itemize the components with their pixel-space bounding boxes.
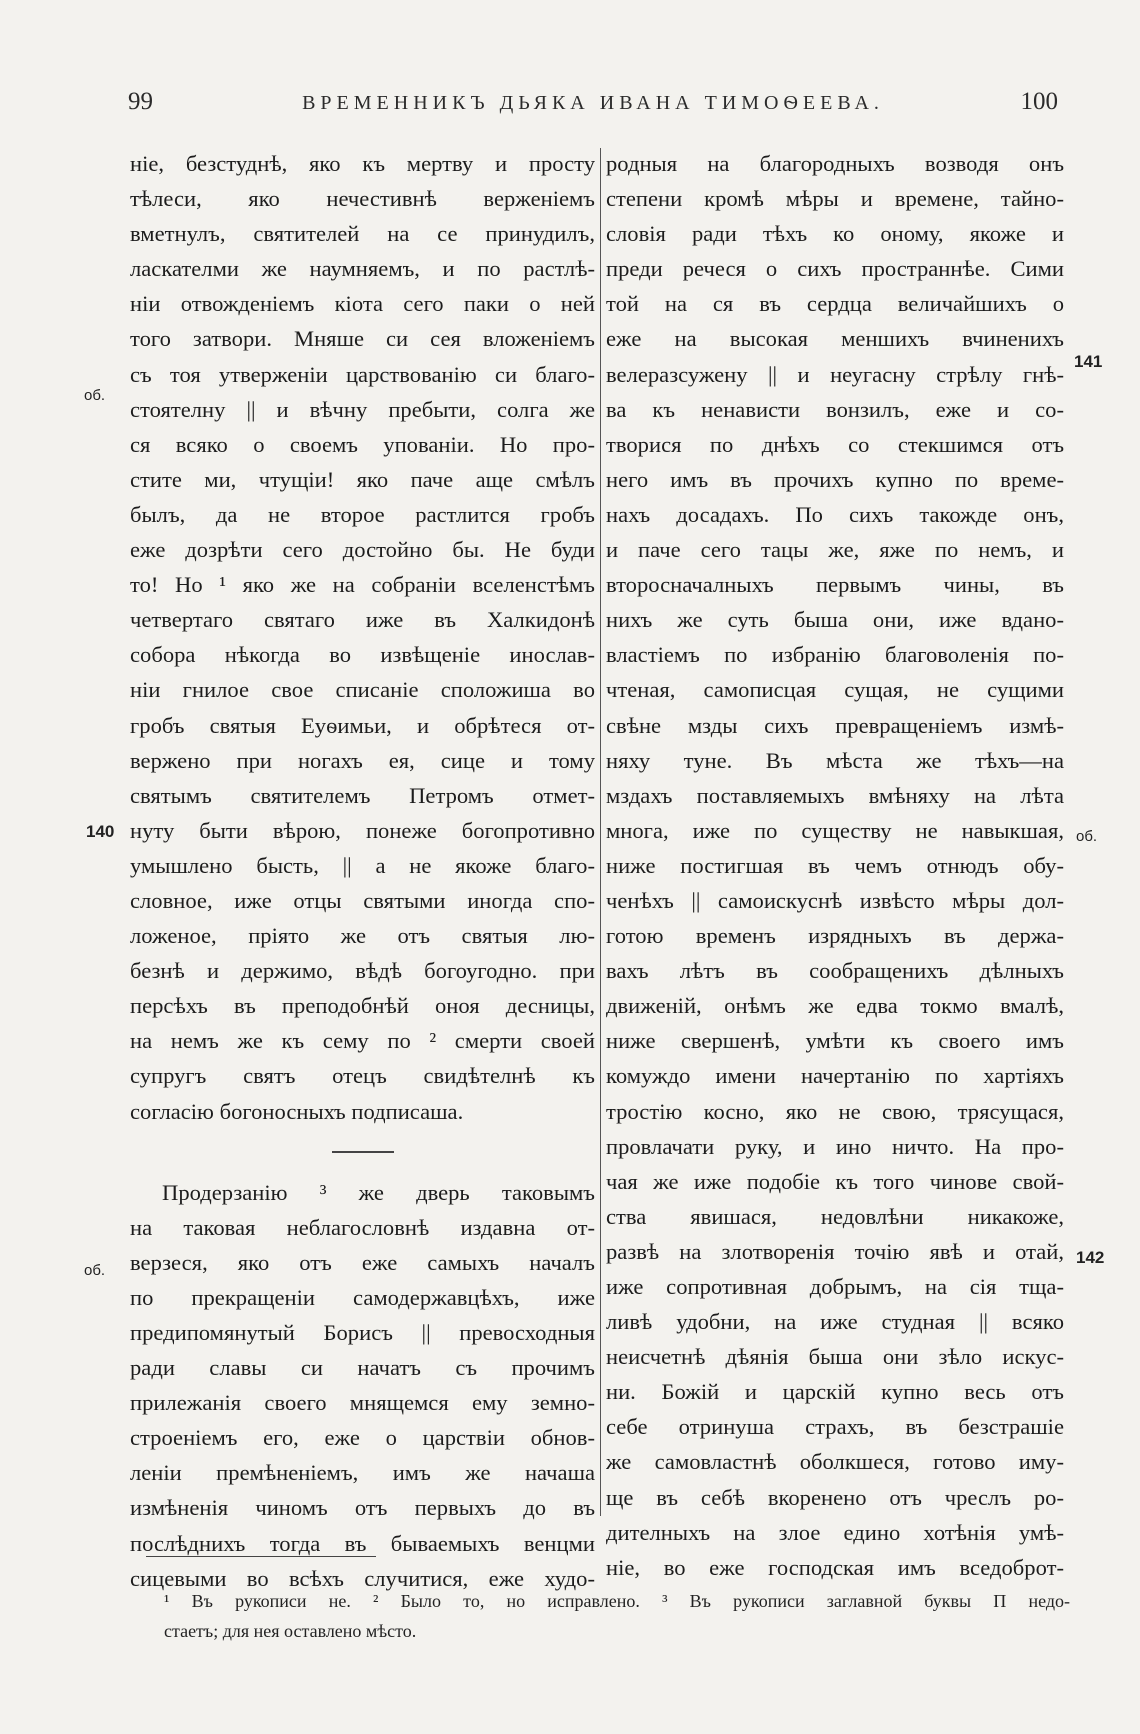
text-line: строеніемъ его, еже о царствіи обнов-: [130, 1425, 595, 1451]
text-line: ва къ ненависти вонзилъ, еже и со-: [606, 396, 1064, 422]
text-line: ства явишася, недовлѣни никакоже,: [606, 1203, 1064, 1229]
text-line: еже на высокая меншихъ вчиненихъ: [606, 326, 1064, 352]
margin-note-verso: об.: [1076, 828, 1098, 845]
text-line: нахъ досадахъ. По сихъ такожде онъ,: [606, 501, 1064, 527]
text-line: то! Но ¹ яко же на собраніи вселенстѣмъ: [130, 572, 595, 598]
page-number-right: 100: [1020, 88, 1058, 115]
text-line: ніи отвожденіемъ кіота сего паки о ней: [130, 291, 595, 317]
margin-folio-number: 140: [86, 822, 115, 841]
text-line: нуту быти вѣрою, понеже богопротивно: [130, 817, 595, 843]
text-line: стоятелну || и вѣчну пребыти, солга же: [130, 396, 595, 422]
margin-folio-number: 142: [1076, 1248, 1105, 1267]
text-line: ніе, во еже господская имъ вседоброт-: [606, 1554, 1064, 1580]
text-line: и паче сего тацы же, яже по немъ, и: [606, 537, 1064, 563]
text-line: ради славы си начатъ съ прочимъ: [130, 1355, 595, 1381]
text-line: родныя на благородныхъ возводя онъ: [606, 151, 1064, 176]
text-line: собора нѣкогда во извѣщеніе инослав-: [130, 642, 595, 668]
running-title: ВРЕМЕННИКЪ ДЬЯКА ИВАНА ТИМОѲЕЕВА.: [302, 92, 884, 114]
margin-note-verso: об.: [84, 1262, 106, 1279]
footnote-rule: [146, 1556, 376, 1557]
text-line: супругъ святъ отецъ свидѣтелнѣ къ: [130, 1063, 595, 1089]
text-line: той на ся въ сердца величайшихъ о: [606, 291, 1064, 317]
text-line: ченѣхъ || самоискуснѣ извѣсто мѣры дол-: [606, 887, 1064, 913]
text-line: второсначалныхъ первымъ чины, въ: [606, 572, 1064, 598]
text-line: стите ми, чтущіи! яко паче аще смѣлъ: [130, 466, 595, 492]
text-line: верзеся, яко отъ еже самыхъ началъ: [130, 1249, 595, 1275]
footnote-line: стаетъ; для нея оставлено мѣсто.: [164, 1621, 417, 1641]
text-line: предипомянутый Борисъ || превосходныя: [130, 1320, 595, 1345]
text-line: творися по днѣхъ со стекшимся отъ: [606, 431, 1064, 457]
text-line: вержено при ногахъ ея, сице и тому: [130, 747, 595, 773]
text-line: святымъ святителемъ Петромъ отмет-: [130, 782, 595, 808]
text-line: вахъ лѣтъ въ сообращенихъ дѣлныхъ: [606, 958, 1064, 984]
text-line: неисчетнѣ дѣянія быша они зѣло искус-: [606, 1344, 1064, 1370]
footnotes: [164, 1586, 1070, 1646]
left-paragraph-2: [130, 1175, 595, 1596]
text-line: послѣднихъ тогда въ бываемыхъ венцми: [130, 1530, 595, 1556]
right-column: [606, 146, 1064, 1585]
text-line: гробъ святыя Еуѳимьи, и обрѣтеся от-: [130, 712, 595, 738]
text-line: ложеное, пріято же отъ святыя лю-: [130, 923, 595, 949]
margin-note-verso: об.: [84, 387, 106, 404]
text-line: готою временъ изрядныхъ въ держа-: [606, 923, 1064, 949]
text-line: провлачати руку, и ино ничто. На про-: [606, 1133, 1064, 1159]
text-line: сицевыми во всѣхъ случитися, еже худо-: [130, 1565, 595, 1591]
text-line: ласкателми же наумняемъ, и по растлѣ-: [130, 256, 595, 282]
text-line: ливѣ удобни, на иже студная || всяко: [606, 1309, 1064, 1335]
text-line: преди речеся о сихъ пространнѣе. Сими: [606, 256, 1064, 282]
text-line: Продерзанію ³ же дверь таковымъ: [162, 1179, 595, 1205]
running-header: [128, 88, 1058, 122]
text-line: на немъ же къ сему по ² смерти своей: [130, 1028, 595, 1054]
text-line: властіемъ по избранію благоволенія по-: [606, 642, 1064, 668]
text-line: дителныхъ на злое едино хотѣнія умѣ-: [606, 1519, 1064, 1545]
text-line: развѣ на злотворенія точію явѣ и отай,: [606, 1238, 1064, 1264]
left-column: [130, 146, 595, 1596]
text-line: по прекращеніи самодержавцѣхъ, иже: [130, 1284, 595, 1310]
text-line: движеній, онѣмъ же едва токмо вмалѣ,: [606, 993, 1064, 1019]
text-line: чтеная, самописцая сущая, не сущими: [606, 677, 1064, 703]
text-line: ся всяко о своемъ упованіи. Но про-: [130, 431, 595, 457]
text-line: измѣненія чиномъ отъ первыхъ до въ: [130, 1495, 595, 1521]
text-line: на таковая неблагословнѣ издавна от-: [130, 1214, 595, 1240]
text-line: няху туне. Въ мѣста же тѣхъ—на: [606, 747, 1064, 773]
text-line: многа, иже по существу не навыкшая,: [606, 817, 1064, 843]
text-line: леніи премѣненіемъ, имъ же начаша: [130, 1460, 595, 1486]
footnote-line: ¹ Въ рукописи не. ² Было то, но исправлено. ³ Въ рукописи заглавной буквы П недо-: [164, 1591, 1070, 1611]
text-line: умышлено бысть, || а не якоже благо-: [130, 852, 595, 878]
text-line: четвертаго святаго иже въ Халкидонѣ: [130, 607, 595, 633]
text-line: велеразсужену || и неугасну стрѣлу гнѣ-: [606, 361, 1064, 387]
text-line: словное, иже отцы святыми иногда спо-: [130, 887, 595, 913]
text-line: согласію богоносныхъ подписаша.: [130, 1098, 464, 1124]
text-line: безнѣ и держимо, вѣдѣ богоугодно. при: [130, 958, 595, 984]
text-line: же самовластнѣ оболкшеся, готово иму-: [606, 1449, 1064, 1475]
text-line: ніи гнилое свое списаніе сположиша во: [130, 677, 595, 703]
text-line: ниже постигшая въ чемъ отнюдъ обу-: [606, 852, 1064, 878]
text-line: него имъ въ прочихъ купно по време-: [606, 466, 1064, 492]
text-line: ніе, безстуднѣ, яко къ мертву и просту: [130, 151, 595, 176]
text-line: себе отринуша страхъ, въ безстрашіе: [606, 1414, 1064, 1440]
text-line: персѣхъ въ преподобнѣй оноя десницы,: [130, 993, 595, 1019]
text-line: свѣне мзды сихъ превращеніемъ измѣ-: [606, 712, 1064, 738]
text-line: иже сопротивная добрымъ, на сія тща-: [606, 1274, 1064, 1299]
text-line: еже дозрѣти сего достойно бы. Не буди: [130, 537, 595, 563]
text-line: съ тоя утверженіи царствованію си благо-: [130, 361, 595, 387]
text-line: ниже свершенѣ, умѣти къ своего имъ: [606, 1028, 1064, 1054]
text-line: былъ, да не второе растлится гробъ: [130, 501, 595, 527]
left-paragraph-1: [130, 146, 595, 1129]
text-line: ни. Божій и царскій купно весь отъ: [606, 1379, 1064, 1405]
section-separator: [332, 1151, 394, 1153]
text-line: словія ради тѣхъ ко оному, якоже и: [606, 221, 1064, 247]
text-line: тростію косно, яко не свою, трясущася,: [606, 1098, 1064, 1124]
column-divider: [600, 148, 601, 1516]
text-line: вметнулъ, святителей на се принудилъ,: [130, 221, 595, 247]
text-line: мздахъ поставляемыхъ вмѣняху на лѣта: [606, 782, 1064, 808]
text-line: прилежанія своего мнящемся ему земно-: [130, 1390, 595, 1416]
text-line: ще въ себѣ вкоренено отъ чреслъ ро-: [606, 1484, 1064, 1510]
text-line: того затвори. Мняше си сея вложеніемъ: [130, 326, 595, 352]
text-line: чая же иже подобіе къ того чинове свой-: [606, 1168, 1064, 1194]
text-line: комуждо имени начертанію по хартіяхъ: [606, 1063, 1064, 1089]
text-line: тѣлеси, яко нечестивнѣ верженіемъ: [130, 186, 595, 212]
page-number-left: 99: [128, 88, 153, 115]
margin-folio-number: 141: [1074, 352, 1103, 371]
text-line: нихъ же суть быша они, иже вдано-: [606, 607, 1064, 633]
text-line: степени кромѣ мѣры и времене, тайно-: [606, 186, 1064, 212]
